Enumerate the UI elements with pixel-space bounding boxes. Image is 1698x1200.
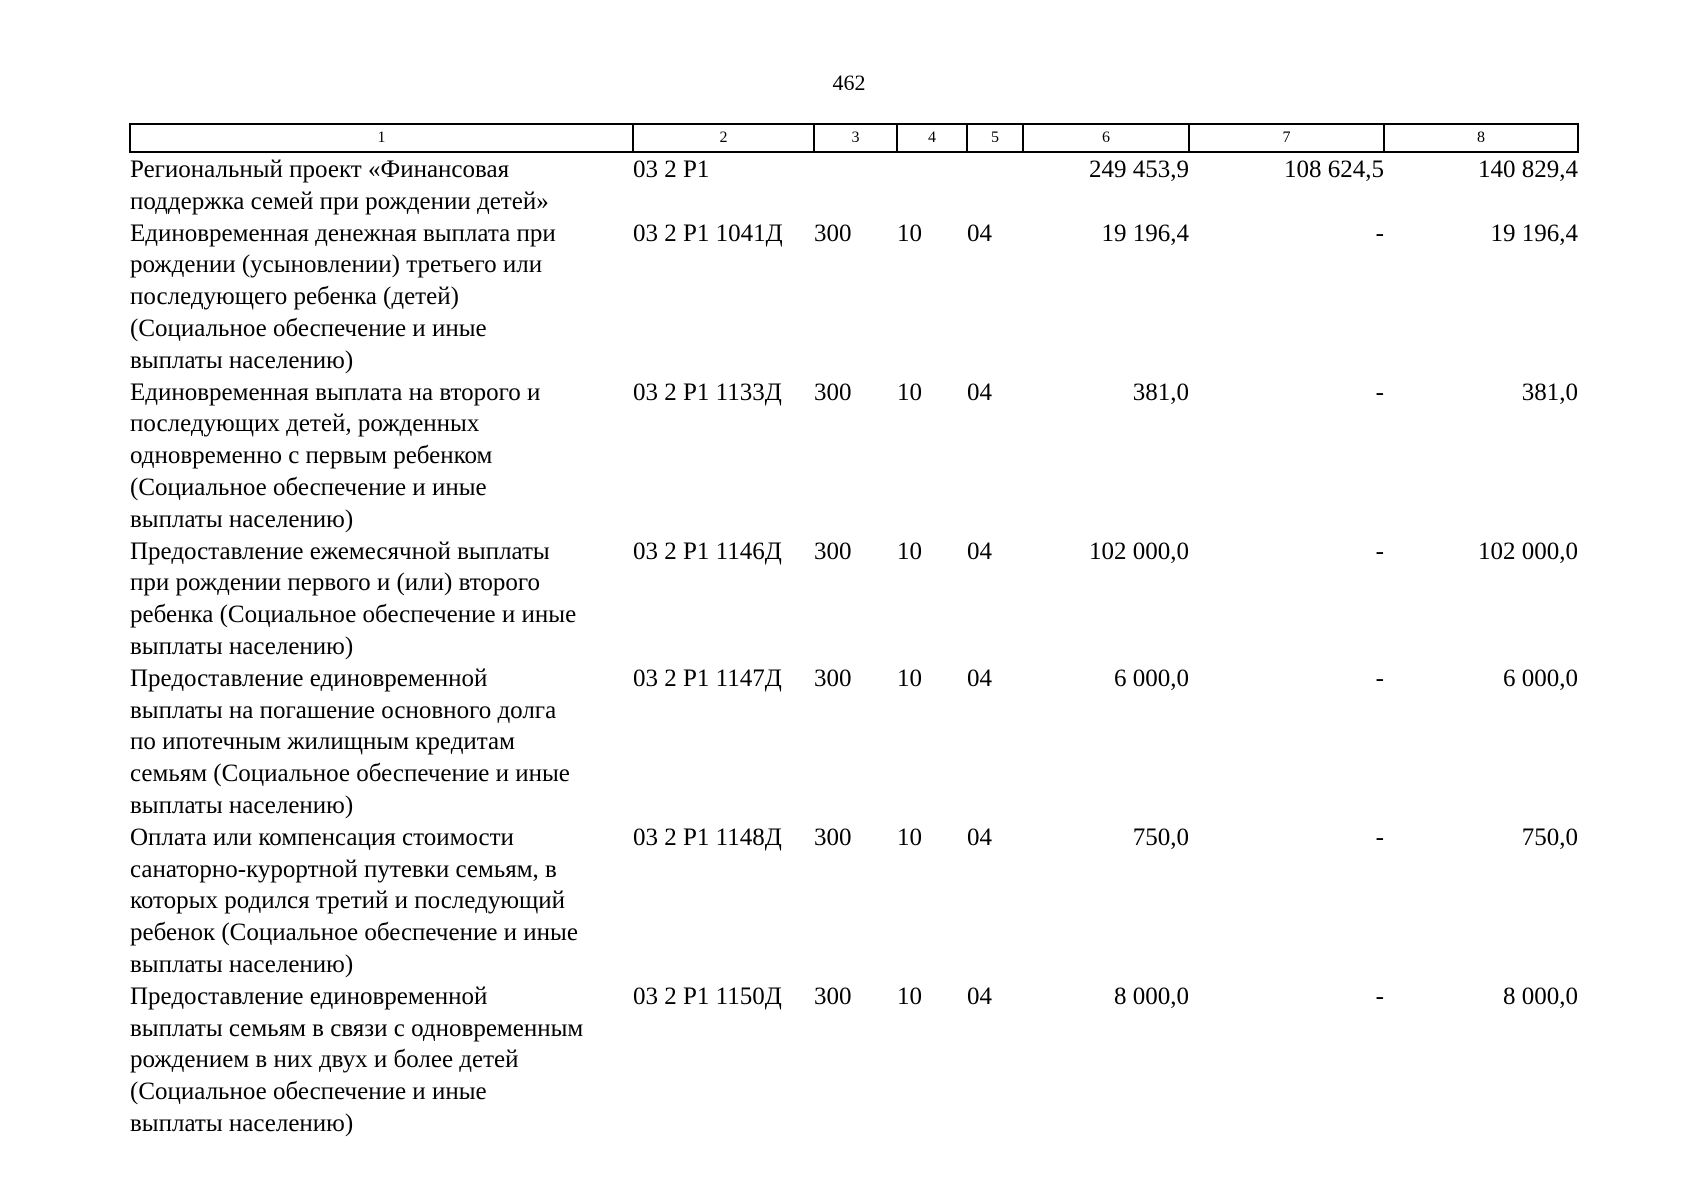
- row-code: 03 2 Р1 1146Д: [633, 537, 782, 565]
- table-row: [130, 663, 1578, 822]
- row-expense-type: 300: [814, 378, 852, 406]
- row-name-line: которых родился третий и последующий: [130, 887, 566, 915]
- row-name: [130, 218, 633, 377]
- row-amount-col7: -: [1375, 378, 1384, 406]
- row-name-line: Предоставление единовременной: [130, 664, 488, 692]
- row-name-line: рождении (усыновлении) третьего или: [130, 251, 543, 279]
- row-amount-col8: 140 829,4: [1478, 156, 1578, 183]
- table-row: [130, 152, 1578, 218]
- table-header: [130, 124, 1578, 152]
- row-amount-col7: -: [1375, 537, 1384, 565]
- row-amount-total: 19 196,4: [1101, 219, 1189, 247]
- column-header: 5: [967, 124, 1023, 152]
- row-name-line: выплаты населению): [130, 950, 354, 978]
- row-name-line: рождением в них двух и более детей: [130, 1046, 519, 1074]
- row-name: [130, 152, 633, 218]
- row-amount-col7: -: [1375, 823, 1384, 851]
- row-amount-total: 750,0: [1132, 823, 1189, 851]
- row-name-line: выплаты семьям в связи с одновременным: [130, 1014, 584, 1042]
- row-subsection: [967, 152, 1023, 218]
- table-row: [130, 377, 1578, 536]
- row-name-line: поддержка семей при рождении детей»: [130, 187, 549, 215]
- row-subsection: 04: [967, 219, 992, 247]
- header-row: [130, 124, 1578, 152]
- row-name-line: (Социальное обеспечение и иные: [130, 1078, 487, 1106]
- row-subsection: 04: [967, 823, 992, 851]
- row-amount-col7: 108 624,5: [1284, 156, 1384, 183]
- row-name-line: выплаты населению): [130, 632, 354, 660]
- row-expense-type: 300: [814, 664, 852, 692]
- row-amount-total: 102 000,0: [1089, 537, 1189, 565]
- column-header: 1: [130, 124, 633, 152]
- row-name-line: Предоставление единовременной: [130, 982, 488, 1010]
- row-name: [130, 536, 633, 663]
- row-amount-col8: 381,0: [1521, 378, 1578, 406]
- table-body: [130, 152, 1578, 1140]
- budget-table: [129, 123, 1579, 1140]
- row-section: [897, 152, 967, 218]
- row-name-line: (Социальное обеспечение и иные: [130, 314, 487, 342]
- row-amount-col7: -: [1375, 664, 1384, 692]
- row-amount-col7: -: [1375, 219, 1384, 247]
- column-header: 2: [633, 124, 814, 152]
- row-name-line: при рождении первого и (или) второго: [130, 569, 541, 597]
- row-code: 03 2 Р1: [633, 156, 710, 183]
- row-subsection: 04: [967, 982, 992, 1010]
- row-amount-total: 381,0: [1132, 378, 1189, 406]
- row-name: [130, 822, 633, 981]
- row-expense-type: 300: [814, 219, 852, 247]
- row-name-line: последующих детей, рожденных: [130, 410, 480, 438]
- row-name-line: выплаты населению): [130, 791, 354, 819]
- row-name-line: Оплата или компенсация стоимости: [130, 823, 514, 851]
- row-name: [130, 663, 633, 822]
- row-name: [130, 377, 633, 536]
- row-section: 10: [897, 823, 922, 851]
- row-code: 03 2 Р1 1041Д: [633, 219, 783, 247]
- table-row: [130, 218, 1578, 377]
- row-code: 03 2 Р1 1133Д: [633, 378, 782, 406]
- row-section: 10: [897, 664, 922, 692]
- column-header: 6: [1023, 124, 1189, 152]
- page-number: 462: [832, 70, 866, 95]
- row-amount-col8: 6 000,0: [1503, 664, 1578, 692]
- row-subsection: 04: [967, 537, 992, 565]
- row-name-line: Единовременная денежная выплата при: [130, 219, 556, 247]
- row-name-line: последующего ребенка (детей): [130, 283, 459, 311]
- row-name-line: Единовременная выплата на второго и: [130, 378, 541, 406]
- row-expense-type: 300: [814, 982, 852, 1010]
- row-section: 10: [897, 982, 922, 1010]
- row-name-line: одновременно с первым ребенком: [130, 442, 493, 470]
- column-header: 4: [897, 124, 967, 152]
- column-header: 7: [1189, 124, 1384, 152]
- row-code: 03 2 Р1 1147Д: [633, 664, 782, 692]
- row-name-line: Региональный проект «Финансовая: [130, 156, 510, 183]
- row-name: [130, 981, 633, 1140]
- row-amount-col8: 750,0: [1521, 823, 1578, 851]
- row-section: 10: [897, 219, 922, 247]
- table-row: [130, 536, 1578, 663]
- row-name-line: Предоставление ежемесячной выплаты: [130, 537, 550, 565]
- row-name-line: выплаты населению): [130, 346, 354, 374]
- row-code: 03 2 Р1 1148Д: [633, 823, 782, 851]
- row-section: 10: [897, 378, 922, 406]
- row-amount-total: 249 453,9: [1089, 156, 1189, 183]
- row-amount-col7: -: [1375, 982, 1384, 1010]
- row-expense-type: 300: [814, 823, 852, 851]
- table-row: [130, 822, 1578, 981]
- row-code: 03 2 Р1 1150Д: [633, 982, 782, 1010]
- row-subsection: 04: [967, 664, 992, 692]
- row-expense-type: [814, 152, 897, 218]
- row-name-line: выплаты населению): [130, 1109, 354, 1137]
- row-amount-col8: 19 196,4: [1490, 219, 1578, 247]
- row-name-line: (Социальное обеспечение и иные: [130, 473, 487, 501]
- row-name-line: по ипотечным жилищным кредитам: [130, 728, 515, 756]
- row-amount-col8: 102 000,0: [1478, 537, 1578, 565]
- row-name-line: санаторно-курортной путевки семьям, в: [130, 855, 557, 883]
- column-header: 8: [1384, 124, 1578, 152]
- column-header: 3: [814, 124, 897, 152]
- row-section: 10: [897, 537, 922, 565]
- row-name-line: ребенок (Социальное обеспечение и иные: [130, 919, 578, 947]
- row-name-line: ребенка (Социальное обеспечение и иные: [130, 601, 577, 629]
- row-expense-type: 300: [814, 537, 852, 565]
- row-name-line: выплаты на погашение основного долга: [130, 696, 557, 724]
- row-amount-total: 8 000,0: [1114, 982, 1189, 1010]
- row-amount-col8: 8 000,0: [1503, 982, 1578, 1010]
- row-name-line: выплаты населению): [130, 505, 354, 533]
- row-amount-total: 6 000,0: [1114, 664, 1189, 692]
- row-name-line: семьям (Социальное обеспечение и иные: [130, 760, 570, 788]
- table-row: [130, 981, 1578, 1140]
- row-subsection: 04: [967, 378, 992, 406]
